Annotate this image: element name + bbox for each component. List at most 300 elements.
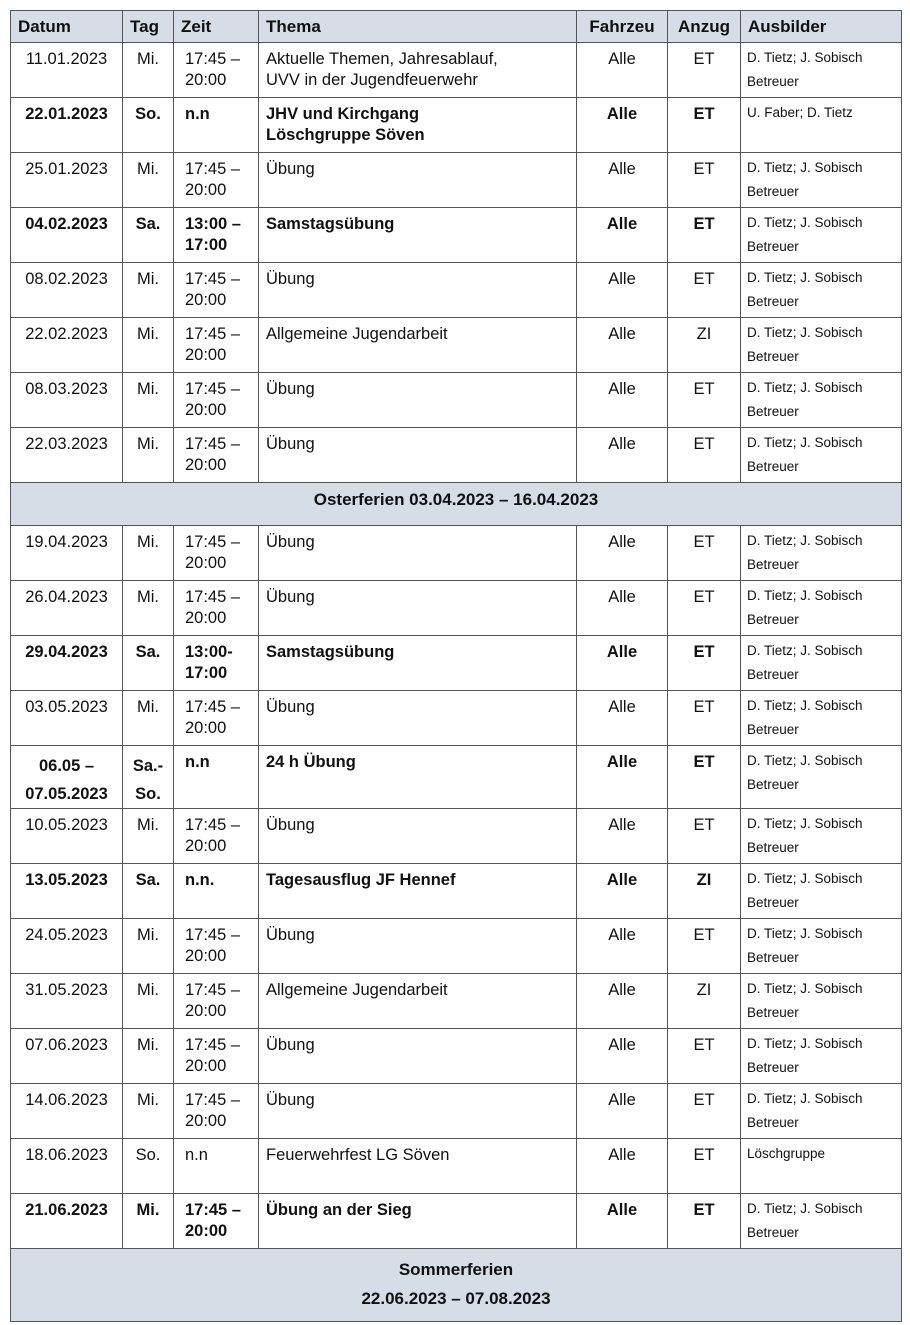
cell-thema-line: JHV und Kirchgang [266, 105, 420, 123]
cell-anzug-line: ET [693, 1036, 715, 1054]
table-row [11, 428, 902, 483]
cell-tag-line: Sa. [135, 215, 161, 233]
cell-anzug [668, 919, 741, 974]
cell-tag [123, 263, 174, 318]
cell-ausbilder [741, 1194, 902, 1249]
cell-zeit-line: 20:00 [185, 71, 227, 89]
cell-fahrzeug-line: Alle [608, 50, 636, 68]
cell-tag [123, 98, 174, 153]
cell-fahrzeug [577, 1139, 668, 1194]
cell-datum-line: 29.04.2023 [25, 643, 108, 661]
cell-zeit-line: 17:45 – [185, 533, 241, 551]
cell-thema [259, 526, 577, 581]
cell-datum [11, 864, 123, 919]
cell-ausbilder-line: Betreuer [747, 404, 799, 419]
cell-fahrzeug [577, 636, 668, 691]
cell-datum [11, 1029, 123, 1084]
cell-ausbilder [741, 636, 902, 691]
header-tag: Tag [123, 11, 174, 43]
cell-zeit-line: 20:00 [185, 947, 227, 965]
cell-fahrzeug [577, 43, 668, 98]
cell-fahrzeug [577, 691, 668, 746]
table-row [11, 263, 902, 318]
cell-tag [123, 526, 174, 581]
cell-zeit-line: 17:45 – [185, 270, 241, 288]
cell-ausbilder-line: Betreuer [747, 840, 799, 855]
cell-ausbilder-line: D. Tietz; J. Sobisch [747, 643, 863, 658]
cell-ausbilder [741, 373, 902, 428]
cell-anzug [668, 526, 741, 581]
cell-tag-line: Mi. [137, 533, 159, 551]
table-row [11, 526, 902, 581]
cell-tag-line: Mi. [137, 435, 159, 453]
cell-tag-line: Mi. [137, 926, 159, 944]
cell-fahrzeug-line: Alle [608, 325, 636, 343]
cell-ausbilder [741, 43, 902, 98]
cell-tag [123, 809, 174, 864]
cell-thema [259, 864, 577, 919]
cell-fahrzeug-line: Alle [608, 1091, 636, 1109]
cell-zeit [174, 1194, 259, 1249]
cell-ausbilder-line: D. Tietz; J. Sobisch [747, 816, 863, 831]
cell-thema-line: Allgemeine Jugendarbeit [266, 325, 448, 343]
cell-datum [11, 1139, 123, 1194]
cell-ausbilder-line: D. Tietz; J. Sobisch [747, 160, 863, 175]
cell-zeit [174, 98, 259, 153]
cell-ausbilder-line: D. Tietz; J. Sobisch [747, 698, 863, 713]
cell-zeit-line: 20:00 [185, 1112, 227, 1130]
cell-thema [259, 746, 577, 809]
cell-fahrzeug-line: Alle [608, 698, 636, 716]
cell-ausbilder-line: D. Tietz; J. Sobisch [747, 50, 863, 65]
cell-ausbilder-line: D. Tietz; J. Sobisch [747, 380, 863, 395]
cell-anzug-line: ET [693, 50, 715, 68]
cell-thema [259, 691, 577, 746]
cell-datum-line: 22.01.2023 [25, 105, 108, 123]
cell-tag-line: Mi. [137, 816, 159, 834]
cell-thema [259, 263, 577, 318]
cell-thema-line: Übung [266, 588, 315, 606]
cell-ausbilder-line: D. Tietz; J. Sobisch [747, 325, 863, 340]
table-row [11, 98, 902, 153]
table-row [11, 208, 902, 263]
cell-thema [259, 636, 577, 691]
cell-anzug [668, 691, 741, 746]
table-row [11, 581, 902, 636]
cell-fahrzeug-line: Alle [608, 981, 636, 999]
cell-thema-line: UVV in der Jugendfeuerwehr [266, 71, 478, 89]
cell-thema-line: Übung [266, 533, 315, 551]
cell-anzug-line: ET [693, 816, 715, 834]
cell-zeit [174, 1139, 259, 1194]
cell-zeit [174, 581, 259, 636]
cell-thema-line: Übung [266, 1036, 315, 1054]
cell-thema-line: Übung [266, 926, 315, 944]
cell-anzug-line: ET [693, 270, 715, 288]
cell-datum-line: 13.05.2023 [25, 871, 108, 889]
cell-anzug-line: ET [693, 753, 715, 771]
cell-zeit-line: 17:45 – [185, 1036, 241, 1054]
cell-datum [11, 974, 123, 1029]
cell-zeit [174, 526, 259, 581]
cell-thema-line: Allgemeine Jugendarbeit [266, 981, 448, 999]
cell-fahrzeug-line: Alle [608, 588, 636, 606]
cell-anzug [668, 98, 741, 153]
cell-datum-line: 26.04.2023 [25, 588, 108, 606]
cell-ausbilder [741, 428, 902, 483]
header-ausbilder: Ausbilder [741, 11, 902, 43]
cell-datum-line: 06.05 – [38, 757, 95, 775]
cell-ausbilder-line: Betreuer [747, 459, 799, 474]
cell-anzug-line: ET [693, 215, 715, 233]
cell-ausbilder-line: Betreuer [747, 1115, 799, 1130]
cell-tag-line: Mi. [137, 160, 159, 178]
table-row [11, 746, 902, 809]
table-row [11, 864, 902, 919]
cell-fahrzeug [577, 208, 668, 263]
cell-tag [123, 208, 174, 263]
cell-tag-line: Sa. [135, 871, 161, 889]
cell-anzug-line: ZI [696, 981, 712, 999]
cell-thema [259, 1139, 577, 1194]
cell-ausbilder-line: D. Tietz; J. Sobisch [747, 1036, 863, 1051]
cell-datum [11, 746, 123, 809]
cell-anzug-line: ET [693, 1146, 715, 1164]
table-row [11, 974, 902, 1029]
cell-zeit-line: 17:45 – [185, 981, 241, 999]
table-row [11, 1084, 902, 1139]
cell-datum [11, 98, 123, 153]
cell-ausbilder-line: Löschgruppe [747, 1146, 826, 1161]
cell-thema-line: Übung [266, 380, 315, 398]
cell-datum-line: 19.04.2023 [25, 533, 108, 551]
cell-tag [123, 428, 174, 483]
cell-zeit [174, 1084, 259, 1139]
cell-zeit-line: 20:00 [185, 181, 227, 199]
cell-anzug [668, 153, 741, 208]
cell-tag [123, 1139, 174, 1194]
cell-zeit-line: 20:00 [185, 609, 227, 627]
cell-fahrzeug [577, 98, 668, 153]
cell-anzug-line: ET [693, 435, 715, 453]
cell-thema [259, 974, 577, 1029]
cell-tag [123, 1194, 174, 1249]
cell-anzug [668, 746, 741, 809]
cell-zeit [174, 43, 259, 98]
cell-ausbilder-line: D. Tietz; J. Sobisch [747, 270, 863, 285]
cell-thema [259, 208, 577, 263]
cell-ausbilder [741, 919, 902, 974]
cell-datum [11, 43, 123, 98]
cell-thema-line: Übung [266, 1091, 315, 1109]
cell-ausbilder [741, 1029, 902, 1084]
header-datum: Datum [11, 11, 123, 43]
cell-tag-line: Mi. [137, 981, 159, 999]
cell-anzug [668, 1139, 741, 1194]
cell-thema [259, 428, 577, 483]
cell-datum-line: 22.03.2023 [25, 435, 108, 453]
cell-thema [259, 581, 577, 636]
cell-ausbilder [741, 691, 902, 746]
cell-anzug [668, 581, 741, 636]
separator-label: Osterferien 03.04.2023 – 16.04.2023 [11, 483, 902, 526]
cell-ausbilder-line: Betreuer [747, 1225, 799, 1240]
cell-ausbilder-line: Betreuer [747, 612, 799, 627]
cell-ausbilder [741, 263, 902, 318]
cell-thema [259, 43, 577, 98]
cell-anzug-line: ET [693, 643, 715, 661]
table-row [11, 1139, 902, 1194]
cell-zeit [174, 746, 259, 809]
cell-fahrzeug-line: Alle [608, 270, 636, 288]
cell-zeit-line: 17:45 – [185, 816, 241, 834]
cell-tag [123, 636, 174, 691]
cell-tag [123, 691, 174, 746]
cell-anzug-line: ET [693, 380, 715, 398]
cell-zeit [174, 864, 259, 919]
cell-thema [259, 809, 577, 864]
cell-datum [11, 153, 123, 208]
cell-fahrzeug [577, 318, 668, 373]
cell-tag [123, 43, 174, 98]
cell-tag [123, 153, 174, 208]
header-fahrzeug: Fahrzeu [577, 11, 668, 43]
cell-zeit-line: 17:00 [185, 236, 228, 254]
cell-ausbilder-line: D. Tietz; J. Sobisch [747, 926, 863, 941]
cell-tag [123, 1029, 174, 1084]
cell-ausbilder [741, 526, 902, 581]
cell-ausbilder [741, 1084, 902, 1139]
cell-datum-line: 08.02.2023 [25, 270, 108, 288]
cell-fahrzeug-line: Alle [606, 643, 638, 661]
table-row [11, 153, 902, 208]
cell-zeit [174, 919, 259, 974]
cell-zeit [174, 208, 259, 263]
cell-fahrzeug-line: Alle [608, 1036, 636, 1054]
cell-zeit-line: 17:45 – [185, 160, 241, 178]
cell-zeit-line: 17:45 – [185, 50, 241, 68]
cell-thema [259, 1029, 577, 1084]
table-row [11, 1194, 902, 1249]
cell-zeit-line: 13:00 – [185, 215, 241, 233]
cell-datum [11, 526, 123, 581]
cell-ausbilder-line: D. Tietz; J. Sobisch [747, 1091, 863, 1106]
cell-datum-line: 31.05.2023 [25, 981, 108, 999]
cell-tag [123, 1084, 174, 1139]
cell-fahrzeug [577, 153, 668, 208]
cell-fahrzeug [577, 974, 668, 1029]
cell-fahrzeug-line: Alle [608, 160, 636, 178]
cell-ausbilder-line: Betreuer [747, 349, 799, 364]
cell-fahrzeug-line: Alle [608, 380, 636, 398]
cell-ausbilder [741, 809, 902, 864]
cell-anzug [668, 809, 741, 864]
cell-zeit-line: 20:00 [185, 1057, 227, 1075]
cell-datum-line: 07.06.2023 [25, 1036, 108, 1054]
cell-zeit-line: 20:00 [185, 719, 227, 737]
cell-tag [123, 318, 174, 373]
table-header-row [11, 11, 902, 43]
cell-zeit [174, 636, 259, 691]
cell-datum-line: 10.05.2023 [25, 816, 108, 834]
cell-zeit [174, 153, 259, 208]
cell-ausbilder-line: Betreuer [747, 950, 799, 965]
cell-zeit-line: 20:00 [185, 456, 227, 474]
cell-ausbilder-line: Betreuer [747, 239, 799, 254]
cell-zeit [174, 809, 259, 864]
cell-datum-line: 11.01.2023 [25, 50, 108, 68]
cell-tag-line: Mi. [137, 1036, 159, 1054]
cell-ausbilder-line: D. Tietz; J. Sobisch [747, 435, 863, 450]
cell-zeit-line: 17:45 – [185, 1201, 241, 1219]
cell-fahrzeug [577, 581, 668, 636]
cell-tag-line: Mi. [137, 698, 159, 716]
cell-thema-line: Übung [266, 160, 315, 178]
cell-thema-line: Übung an der Sieg [266, 1201, 412, 1219]
cell-datum [11, 1194, 123, 1249]
cell-zeit-line: 17:45 – [185, 698, 241, 716]
cell-anzug [668, 974, 741, 1029]
cell-tag [123, 919, 174, 974]
cell-anzug [668, 43, 741, 98]
cell-anzug [668, 636, 741, 691]
cell-zeit-line: 20:00 [185, 291, 227, 309]
cell-datum-line: 22.02.2023 [25, 325, 108, 343]
cell-zeit [174, 263, 259, 318]
cell-ausbilder-line: Betreuer [747, 722, 799, 737]
cell-thema-line: Übung [266, 816, 315, 834]
cell-datum-line: 03.05.2023 [25, 698, 108, 716]
cell-zeit [174, 373, 259, 428]
cell-fahrzeug-line: Alle [606, 105, 638, 123]
cell-ausbilder [741, 98, 902, 153]
cell-tag [123, 581, 174, 636]
table-row [11, 1029, 902, 1084]
header-thema: Thema [259, 11, 577, 43]
cell-anzug [668, 1194, 741, 1249]
cell-fahrzeug-line: Alle [608, 533, 636, 551]
cell-tag-line: Mi. [136, 1201, 160, 1219]
cell-fahrzeug-line: Alle [606, 753, 638, 771]
cell-thema-line: 24 h Übung [266, 753, 356, 771]
cell-thema-line: Tagesausflug JF Hennef [266, 871, 456, 889]
cell-fahrzeug [577, 1029, 668, 1084]
cell-ausbilder-line: Betreuer [747, 74, 799, 89]
cell-zeit-line: 17:45 – [185, 380, 241, 398]
cell-datum [11, 318, 123, 373]
cell-zeit-line: 17:45 – [185, 325, 241, 343]
cell-datum [11, 263, 123, 318]
cell-datum-line: 21.06.2023 [25, 1201, 108, 1219]
cell-datum-line: 24.05.2023 [25, 926, 108, 944]
cell-zeit-line: 20:00 [185, 1002, 227, 1020]
header-anzug: Anzug [668, 11, 741, 43]
cell-anzug-line: ET [693, 698, 715, 716]
cell-fahrzeug [577, 1194, 668, 1249]
cell-zeit-line: n.n [185, 105, 210, 123]
cell-anzug-line: ET [693, 588, 715, 606]
cell-anzug [668, 428, 741, 483]
cell-anzug [668, 864, 741, 919]
cell-ausbilder-line: D. Tietz; J. Sobisch [747, 981, 863, 996]
cell-anzug [668, 1084, 741, 1139]
table-row [11, 636, 902, 691]
cell-ausbilder-line: D. Tietz; J. Sobisch [747, 1201, 863, 1216]
cell-tag [123, 864, 174, 919]
cell-fahrzeug-line: Alle [606, 215, 638, 233]
cell-ausbilder [741, 153, 902, 208]
cell-zeit-line: n.n [185, 1146, 208, 1164]
header-zeit: Zeit [174, 11, 259, 43]
cell-anzug [668, 373, 741, 428]
cell-datum [11, 691, 123, 746]
cell-zeit-line: 17:45 – [185, 588, 241, 606]
cell-ausbilder-line: D. Tietz; J. Sobisch [747, 753, 863, 768]
cell-tag-line: Mi. [137, 380, 159, 398]
cell-fahrzeug [577, 526, 668, 581]
cell-datum-line: 14.06.2023 [25, 1091, 108, 1109]
cell-ausbilder-line: Betreuer [747, 1005, 799, 1020]
schedule-table [10, 10, 902, 1322]
cell-anzug [668, 208, 741, 263]
cell-zeit-line: 20:00 [185, 401, 227, 419]
cell-ausbilder-line: Betreuer [747, 667, 799, 682]
cell-fahrzeug [577, 263, 668, 318]
cell-zeit [174, 974, 259, 1029]
cell-datum [11, 208, 123, 263]
cell-thema-line: Samstagsübung [266, 215, 395, 233]
section-separator [11, 1249, 902, 1322]
cell-fahrzeug [577, 746, 668, 809]
cell-tag-line: So. [135, 105, 161, 123]
cell-tag [123, 373, 174, 428]
cell-datum-line: 04.02.2023 [25, 215, 108, 233]
cell-ausbilder-line: Betreuer [747, 557, 799, 572]
cell-ausbilder-line: D. Tietz; J. Sobisch [747, 215, 863, 230]
cell-zeit [174, 1029, 259, 1084]
cell-anzug-line: ET [693, 926, 715, 944]
cell-fahrzeug-line: Alle [606, 1201, 638, 1219]
cell-thema-line: Übung [266, 270, 315, 288]
cell-ausbilder-line: Betreuer [747, 184, 799, 199]
cell-zeit-line: n.n. [185, 871, 215, 889]
cell-thema [259, 1194, 577, 1249]
cell-zeit-line: 17:45 – [185, 1091, 241, 1109]
cell-zeit-line: 20:00 [185, 346, 227, 364]
cell-fahrzeug [577, 373, 668, 428]
cell-anzug [668, 1029, 741, 1084]
cell-zeit-line: 20:00 [185, 554, 227, 572]
cell-fahrzeug-line: Alle [608, 816, 636, 834]
cell-thema [259, 318, 577, 373]
cell-anzug-line: ZI [696, 325, 712, 343]
table-row [11, 43, 902, 98]
cell-anzug-line: ZI [696, 871, 712, 889]
cell-tag-line: Mi. [137, 1091, 159, 1109]
table-row [11, 373, 902, 428]
cell-datum [11, 1084, 123, 1139]
cell-thema-line: Samstagsübung [266, 643, 395, 661]
cell-fahrzeug [577, 1084, 668, 1139]
cell-zeit [174, 428, 259, 483]
cell-anzug [668, 318, 741, 373]
cell-zeit [174, 691, 259, 746]
cell-ausbilder-line: Betreuer [747, 1060, 799, 1075]
cell-ausbilder [741, 208, 902, 263]
cell-zeit-line: 17:00 [185, 664, 228, 682]
cell-zeit-line: n.n [185, 753, 210, 771]
cell-tag-line: So. [135, 1146, 161, 1164]
